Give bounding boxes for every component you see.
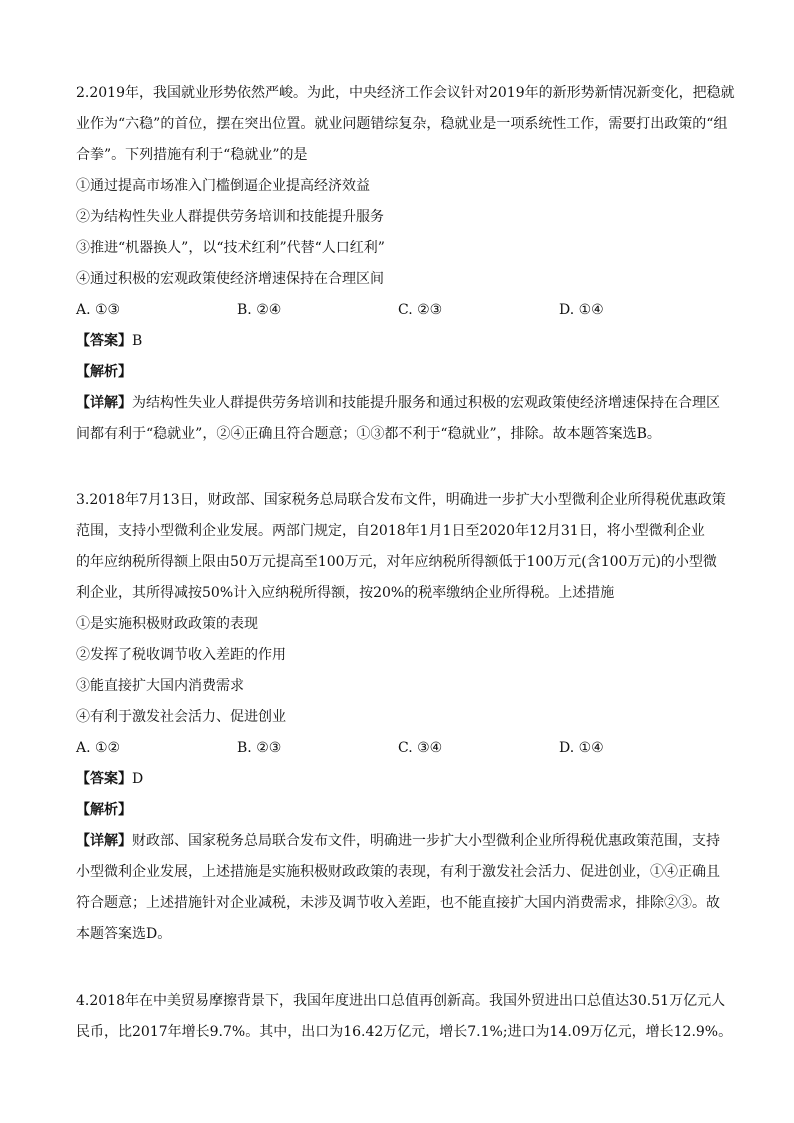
detail-text: 财政部、国家税务总局联合发布文件，明确进一步扩大小型微利企业所得税优惠政策范围，支持	[132, 833, 720, 849]
question-item: ③推进“机器换人”，以“技术红利”代替“人口红利”	[76, 240, 385, 256]
answer-line	[76, 326, 726, 357]
detail-label: 【详解】	[76, 395, 132, 411]
detail-line: 间都有利于“稳就业”，②④正确且符合题意；①③都不利于“稳就业”，排除。故本题答案选B。	[76, 426, 661, 442]
question-stem-line: 范围，支持小型微利企业发展。两部门规定，自2018年1月1日至2020年12月31日，将小型微利企业	[76, 523, 705, 539]
option-b: B. ②④	[237, 302, 282, 318]
detail-line	[76, 388, 726, 419]
question-stem-line: 合拳”。下列措施有利于“稳就业”的是	[76, 147, 308, 163]
detail-line: 本题答案选D。	[76, 926, 172, 942]
option-d: D. ①④	[559, 302, 604, 318]
answer-label: 【答案】	[76, 771, 132, 787]
answer-line	[76, 764, 726, 795]
question-item: ②为结构性失业人群提供劳务培训和技能提升服务	[76, 209, 384, 225]
question-stem-line: 4.2018年在中美贸易摩擦背景下，我国年度进出口总值再创新高。我国外贸进出口总值达30.51万亿元人	[76, 993, 726, 1009]
answer-value: B	[132, 333, 143, 349]
question-stem-line: 2.2019年，我国就业形势依然严峻。为此，中央经济工作会议针对2019年的新形势新情况新变化，把稳就	[76, 85, 735, 101]
detail-line: 符合题意；上述措施针对企业减税，未涉及调节收入差距，也不能直接扩大国内消费需求，排除②③。故	[76, 895, 720, 911]
option-a: A. ①③	[76, 302, 121, 318]
question-item: ④有利于激发社会活力、促进创业	[76, 709, 286, 725]
question-item: ②发挥了税收调节收入差距的作用	[76, 647, 286, 663]
question-4	[76, 986, 733, 1048]
answer-label: 【答案】	[76, 333, 132, 349]
question-2	[76, 78, 735, 450]
answer-options	[76, 295, 726, 326]
option-c: C. ②③	[398, 302, 443, 318]
question-stem-line: 民币，比2017年增长9.7%。其中，出口为16.42万亿元，增长7.1%;进口为14.09万亿元，增长12.9%。	[76, 1024, 733, 1040]
detail-line: 小型微利企业发展，上述措施是实施积极财政政策的表现，有利于激发社会活力、促进创业，①④正确且	[76, 864, 720, 880]
answer-value: D	[132, 771, 144, 787]
analysis-label: 【解析】	[76, 364, 132, 380]
option-a: A. ①②	[76, 740, 121, 756]
detail-label: 【详解】	[76, 833, 132, 849]
question-3	[76, 485, 726, 950]
question-item: ①是实施积极财政政策的表现	[76, 616, 258, 632]
question-stem-line: 利企业，其所得减按50%计入应纳税所得额，按20%的税率缴纳企业所得税。上述措施	[76, 585, 615, 601]
option-d: D. ①④	[559, 740, 604, 756]
question-item: ①通过提高市场准入门槛倒逼企业提高经济效益	[76, 178, 370, 194]
answer-options	[76, 733, 726, 764]
option-b: B. ②③	[237, 740, 282, 756]
detail-text: 为结构性失业人群提供劳务培训和技能提升服务和通过积极的宏观政策使经济增速保持在合理区	[132, 395, 720, 411]
question-stem-line: 3.2018年7月13日，财政部、国家税务总局联合发布文件，明确进一步扩大小型微利企业所得税优惠政策	[76, 492, 726, 508]
question-stem-line: 的年应纳税所得额上限由50万元提高至100万元，对年应纳税所得额低于100万元(含100万元)的小型微	[76, 554, 717, 570]
question-item: ③能直接扩大国内消费需求	[76, 678, 244, 694]
question-item: ④通过积极的宏观政策使经济增速保持在合理区间	[76, 271, 384, 287]
detail-line	[76, 826, 726, 857]
question-stem-line: 业作为“六稳”的首位，摆在突出位置。就业问题错综复杂，稳就业是一项系统性工作，需要打出政策的“组	[76, 116, 728, 132]
analysis-label: 【解析】	[76, 802, 132, 818]
option-c: C. ③④	[398, 740, 443, 756]
